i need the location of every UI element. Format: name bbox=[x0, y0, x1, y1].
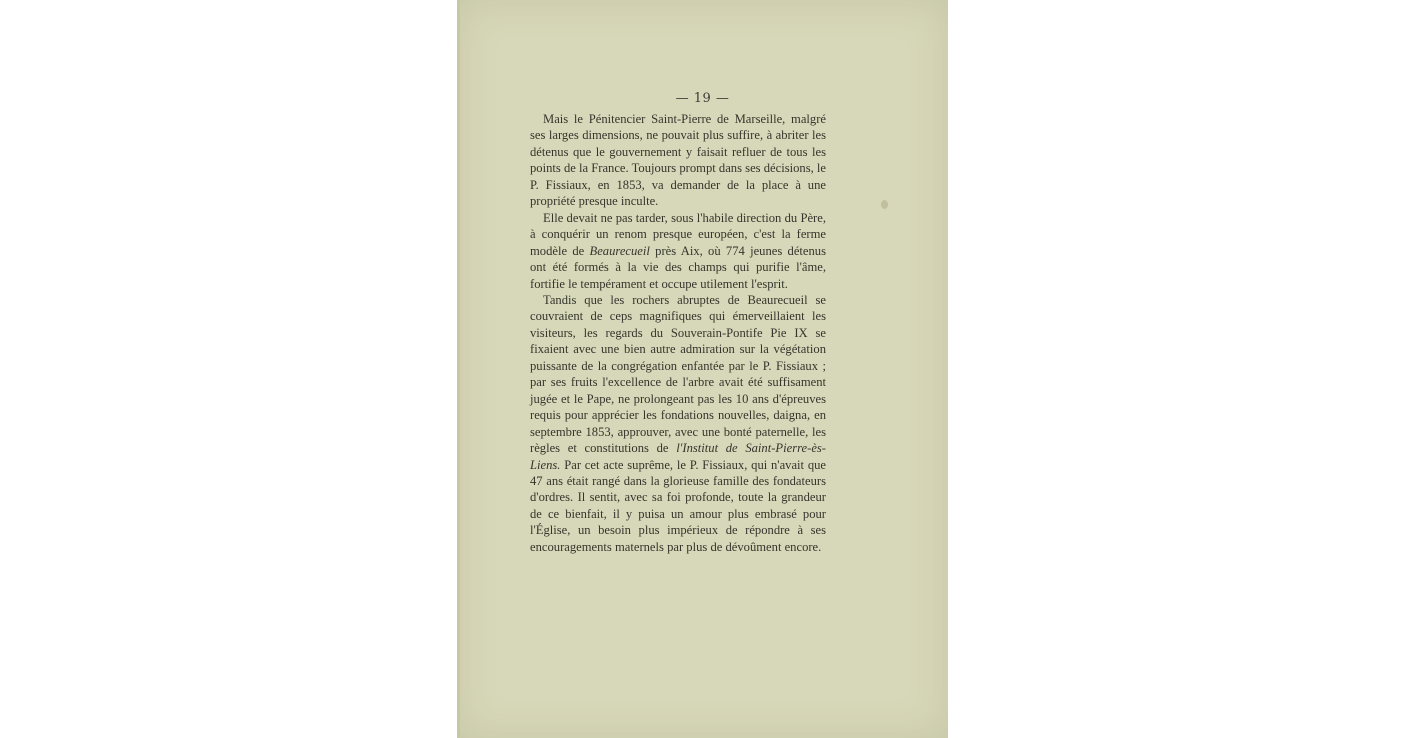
paragraph-3-text-after: Par cet acte suprême, le P. Fissiaux, qui n'avait que 47 ans était rangé dans la glorieuse famille des fondateurs d'ordres. Il sentit, avec sa foi profonde, toute la grandeur de ce bienfait, il y puisa un amour plus embrasé pour l'Église, un besoin plus impérieux de répondre à ses encouragements maternels par plus de dévoûment encore. bbox=[530, 457, 826, 554]
page-edge bbox=[457, 0, 460, 738]
page-number: — 19 — bbox=[675, 91, 730, 106]
paragraph-2-italic: Beaurecueil bbox=[589, 243, 650, 258]
paragraph-2 bbox=[530, 210, 826, 292]
paragraph-3-text-before: Tandis que les rochers abruptes de Beaurecueil se couvraient de ceps magnifiques qui émerveillaient les visiteurs, les regards du Souverain-Pontife Pie IX se fixaient avec une bien autre admiration sur la végétation puissante de la congrégation enfantée par le P. Fissiaux ; par ses fruits l'excellence de l'arbre avait été suffisament jugée et le Pape, ne prolongeant pas les 10 ans d'épreuves requis pour apprécier les fondations nouvelles, daigna, en septembre 1853, approuver, avec une bonté paternelle, les règles et constitutions de bbox=[530, 292, 826, 456]
body-text bbox=[530, 111, 826, 555]
scanned-page bbox=[457, 0, 948, 738]
paragraph-1-text: Mais le Pénitencier Saint-Pierre de Marseille, malgré ses larges dimensions, ne pouvait plus suffire, à abriter les détenus que le gouvernement y faisait refluer de tous les points de la France. Toujours prompt dans ses décisions, le P. Fissiaux, en 1853, va demander de la place à une propriété presque inculte. bbox=[530, 112, 826, 209]
paragraph-2-text-after: près Aix, où 774 jeunes détenus ont été formés à la vie des champs qui purifie l'âme, fortifie le tempérament et occupe utilement l'esprit. bbox=[530, 243, 826, 291]
paragraph-2-text-before: Elle devait ne pas tarder, sous l'habile direction du Père, à conquérir un renom presque européen, c'est la ferme modèle de bbox=[530, 210, 826, 258]
paragraph-3 bbox=[530, 292, 826, 555]
paragraph-3-italic: l'Institut de Saint-Pierre-ès-Liens. bbox=[530, 441, 826, 472]
paper-speck bbox=[881, 200, 888, 209]
paragraph-1 bbox=[530, 111, 826, 210]
